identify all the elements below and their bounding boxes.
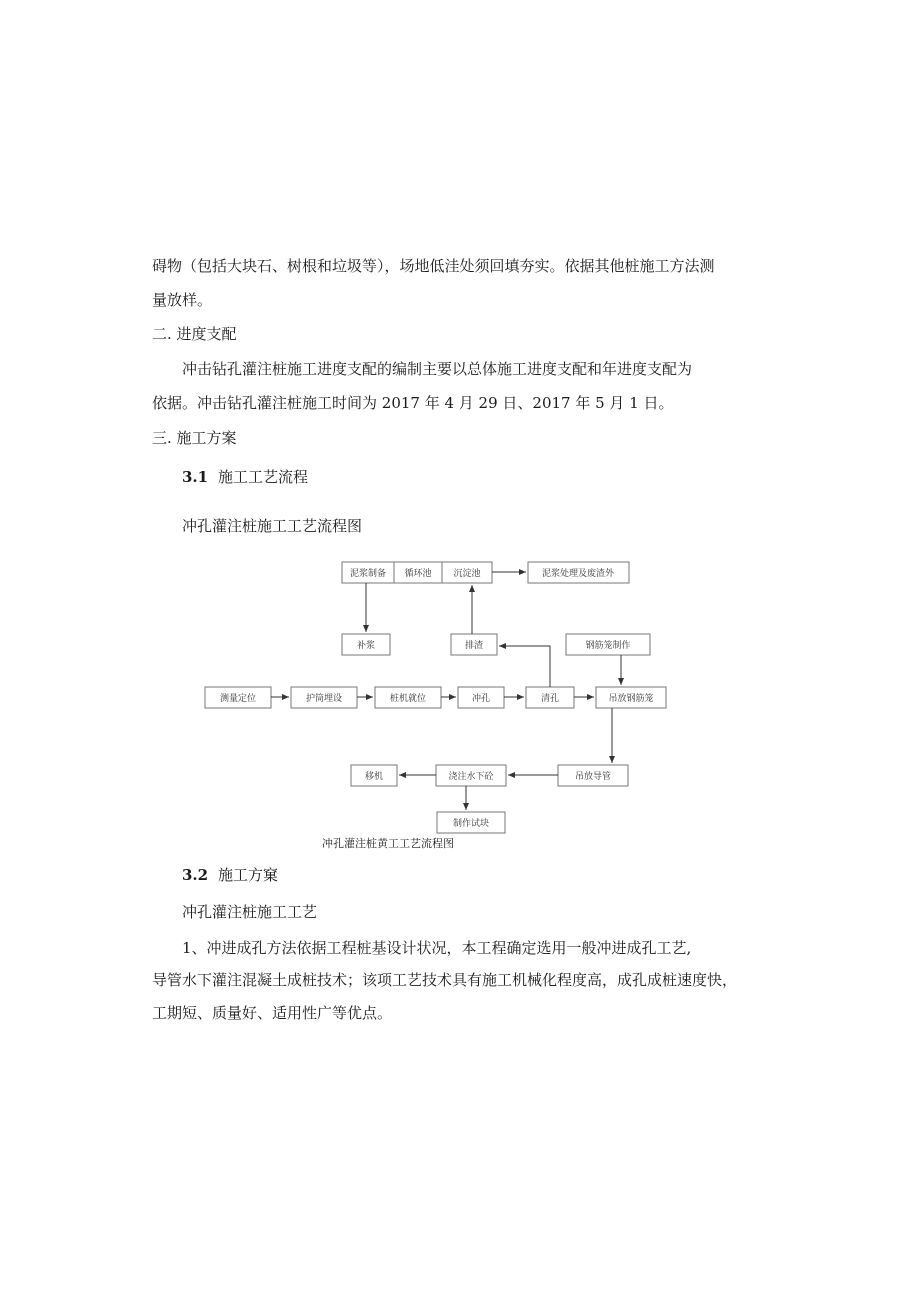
flow-node-rig-pos-label: 桩机就位	[389, 694, 427, 704]
flow-node-casing	[291, 687, 357, 708]
flow-node-slag-label: 排渣	[464, 641, 484, 651]
flowchart-title: 冲孔灌注桩施工工艺流程图	[182, 517, 363, 535]
flow-node-hoist-cage	[596, 687, 666, 708]
flow-node-cage-make-label: 钢筋笼制作	[585, 641, 631, 651]
section-3-2-title: 施工方窠	[218, 866, 279, 884]
flow-node-hoist-pipe	[558, 765, 628, 786]
flow-node-cage-make	[566, 634, 650, 655]
flow-node-settle-pool	[442, 562, 492, 583]
flow-node-slag	[451, 634, 497, 655]
flow-node-clean-label: 清孔	[540, 694, 560, 704]
section-3-1-title: 施工工艺流程	[218, 468, 309, 486]
flow-node-test-block-label: 制作试块	[452, 819, 490, 829]
paragraph-3-line-3: 工期短、质量好、适用性广等优点。	[152, 1004, 393, 1022]
flow-node-move-rig-label: 移机	[364, 772, 384, 782]
flow-node-add-mud-label: 补浆	[356, 641, 376, 651]
flow-node-punch	[458, 687, 504, 708]
section-3-2-subtitle: 冲孔灌注桩施工工艺	[182, 903, 318, 921]
flow-node-pour	[436, 765, 506, 786]
arrow-clean-to-slag	[499, 646, 550, 687]
flow-node-mud-disposal	[528, 562, 629, 583]
flow-node-hoist-pipe-label: 吊放导管	[574, 772, 612, 782]
flow-node-survey-label: 测量定位	[219, 694, 257, 704]
paragraph-1-line-2: 量放样。	[152, 291, 213, 309]
flow-node-add-mud	[342, 634, 390, 655]
section-3-2-number: 3.2	[182, 866, 209, 884]
flow-node-casing-label: 护筒埋设	[305, 694, 343, 704]
flow-node-circ-pool-label: 循环池	[404, 569, 432, 579]
figure-caption: 冲孔灌注桩黄工工艺流程图	[322, 837, 454, 850]
flow-node-mud-disposal-label: 泥浆处理及废渣外	[541, 569, 615, 579]
heading-construction-plan: 三. 施工方案	[152, 429, 237, 447]
flow-node-rig-pos	[375, 687, 441, 708]
paragraph-3-line-1: 1、冲进成孔方法依据工程桩基设计状况，本工程确定选用一般冲进成孔工艺,	[182, 939, 692, 957]
paragraph-2-line-1: 冲击钻孔灌注桩施工进度支配的编制主要以总体施工进度支配和年进度支配为	[182, 360, 693, 378]
flow-node-test-block	[437, 812, 505, 833]
section-3-1-number: 3.1	[182, 468, 209, 486]
heading-schedule: 二. 进度支配	[152, 325, 237, 343]
flow-node-punch-label: 冲孔	[471, 694, 491, 704]
flow-node-pour-label: 浇注水下砼	[448, 772, 494, 782]
flow-node-clean	[526, 687, 574, 708]
flow-node-move-rig	[351, 765, 397, 786]
flow-node-mud-prep-label: 泥浆制备	[349, 569, 387, 579]
flow-node-survey	[205, 687, 271, 708]
paragraph-2-line-2: 依据。冲击钻孔灌注桩施工时间为 2017 年 4 月 29 日、2017 年 5 月 1 日。	[152, 394, 674, 412]
paragraph-1-line-1: 碍物（包括大块石、树根和垃圾等），场地低洼处须回填夯实。依据其他桩施工方法测	[152, 257, 715, 275]
flow-node-hoist-cage-label: 吊放钢筋笼	[608, 694, 654, 704]
paragraph-3-line-2: 导管水下灌注混凝土成桩技术；该项工艺技术具有施工机械化程度高，成孔成桩速度快，	[152, 971, 738, 989]
flow-node-mud-prep	[342, 562, 394, 583]
flow-node-circ-pool	[394, 562, 442, 583]
flow-node-settle-pool-label: 沉淀池	[453, 569, 481, 579]
